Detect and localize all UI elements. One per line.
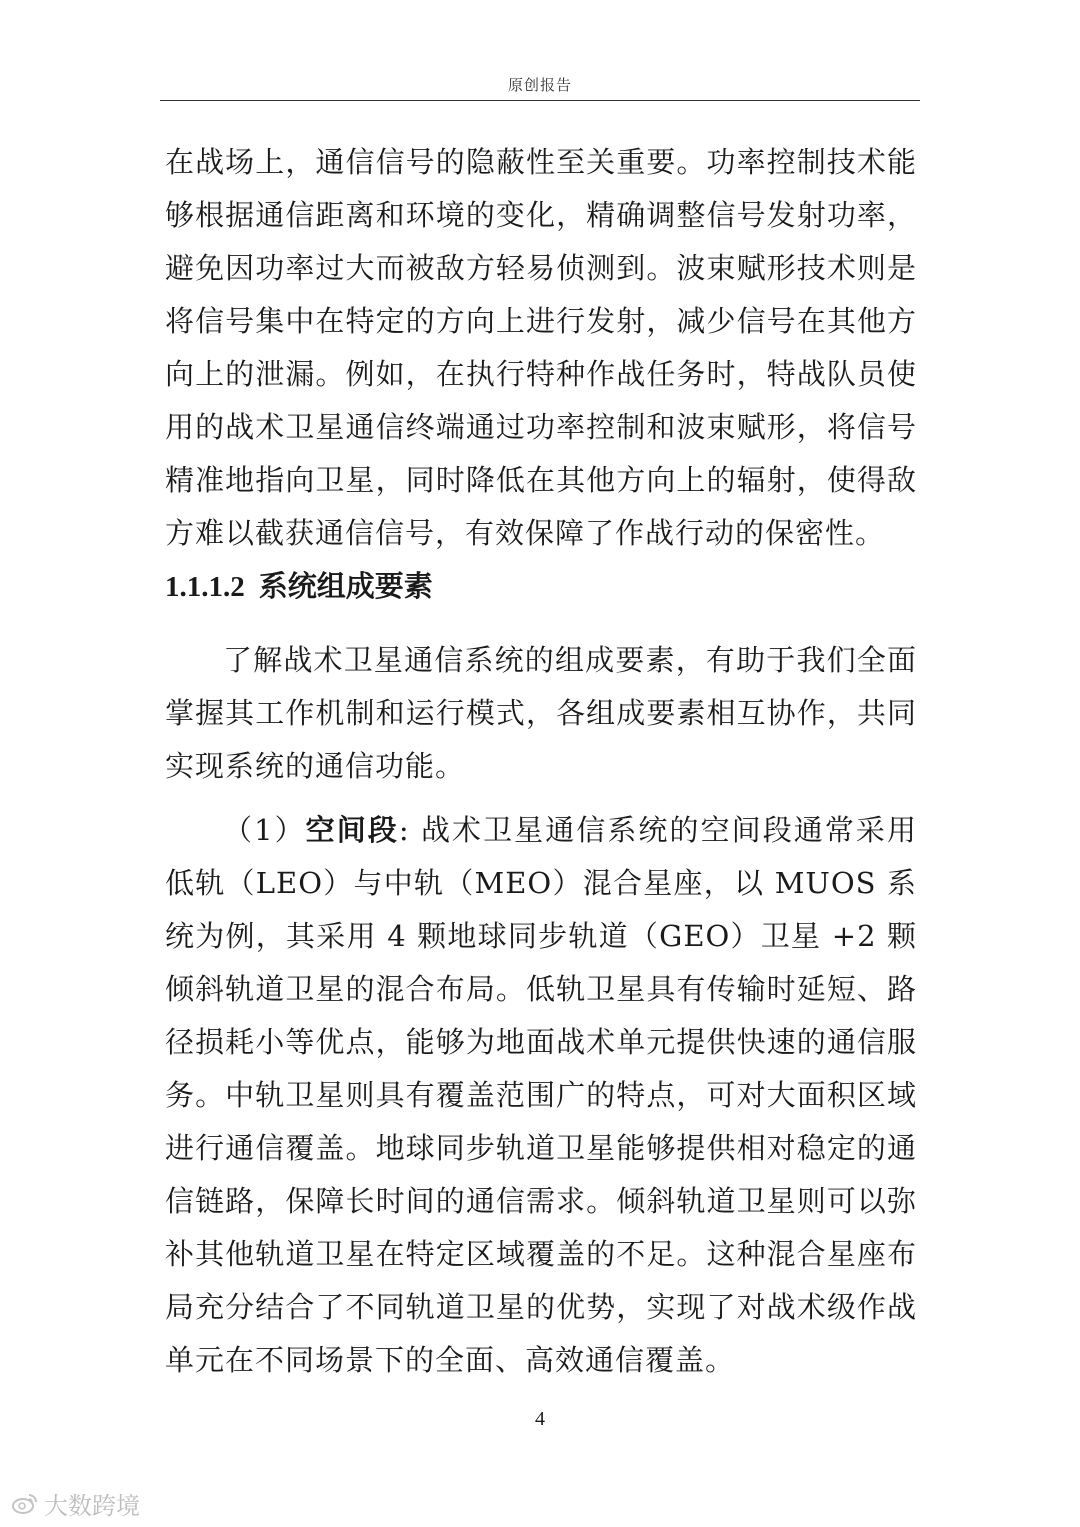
space-segment-label: 空间段 bbox=[305, 813, 399, 847]
watermark bbox=[12, 1488, 140, 1518]
section-heading bbox=[165, 566, 433, 607]
paragraph-space-segment bbox=[165, 804, 917, 1387]
paragraph-components-intro: 了解战术卫星通信系统的组成要素，有助于我们全面掌握其工作机制和运行模式，各组成要素相互协作，共同实现系统的通信功能。 bbox=[165, 643, 917, 783]
paragraph-signal-concealment: 在战场上，通信信号的隐蔽性至关重要。功率控制技术能够根据通信距离和环境的变化，精确调整信号发射功率，避免因功率过大而被敌方轻易侦测到。波束赋形技术则是将信号集中在特定的方向上进行发射，减少信号在其他方向上的泄漏。例如，在执行特种作战任务时，特战队员使用的战术卫星通信终端通过功率控制和波束赋形，将信号精准地指向卫星，同时降低在其他方向上的辐射，使得敌方难以截获通信信号，有效保障了作战行动的保密性。 bbox=[165, 145, 917, 550]
section-number: 1.1.1.2 bbox=[165, 571, 245, 603]
header-title: 原创报告 bbox=[507, 76, 572, 94]
page-number: 4 bbox=[535, 1408, 545, 1430]
section-title: 系统组成要素 bbox=[258, 569, 433, 603]
list-prefix: （1） bbox=[223, 813, 306, 847]
page-header bbox=[160, 70, 920, 101]
watermark-text: 大数跨境 bbox=[44, 1491, 140, 1520]
space-segment-text: : 战术卫星通信系统的空间段通常采用低轨（LEO）与中轨（MEO）混合星座，以 MUOS 系统为例，其采用 4 颗地球同步轨道（GEO）卫星 +2 颗倾斜轨道卫星的混合布局。低轨卫星具有传输时延短、路径损耗小等优点，能够为地面战术单元提供快速的通信服务。中轨卫星则具有覆盖范围广的特点，可对大面积区域进行通信覆盖。地球同步轨道卫星能够提供相对稳定的通信链路，保障长时间的通信需求。倾斜轨道卫星则可以弥补其他轨道卫星在特定区域覆盖的不足。这种混合星座布局充分结合了不同轨道卫星的优势，实现了对战术级作战单元在不同场景下的全面、高效通信覆盖。 bbox=[165, 813, 917, 1377]
weibo-logo-icon bbox=[12, 1492, 38, 1514]
